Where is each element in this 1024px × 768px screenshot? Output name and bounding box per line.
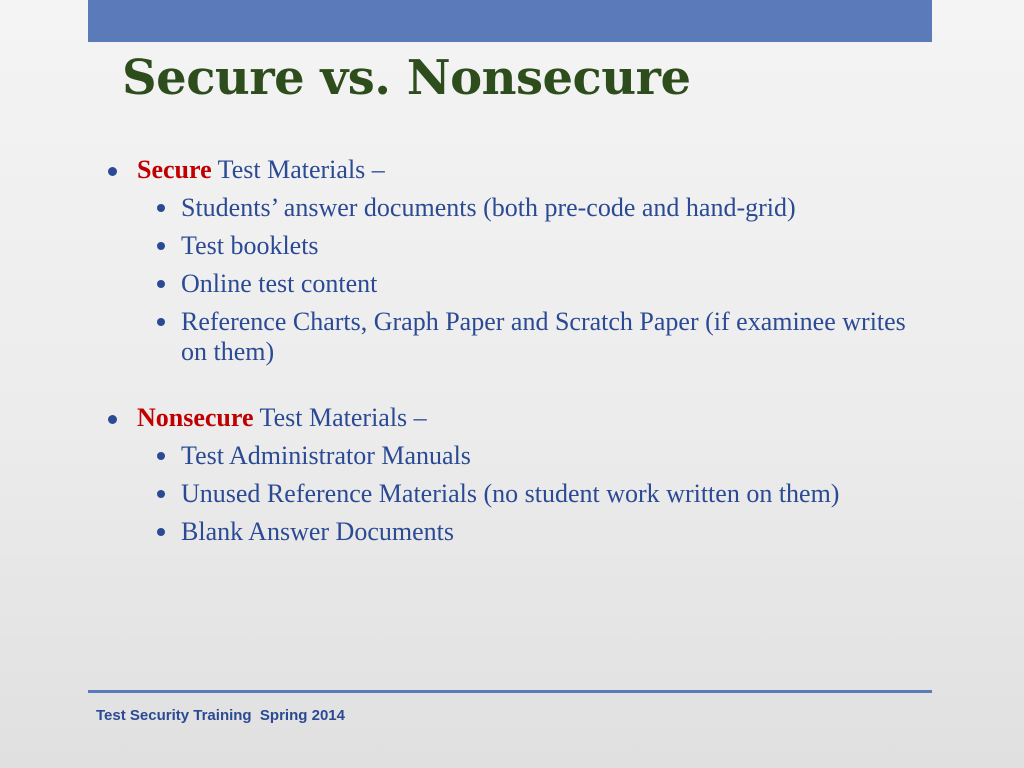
section-secure xyxy=(100,155,920,367)
bullet-icon xyxy=(157,242,165,250)
slide-title: Secure vs. Nonsecure xyxy=(122,50,691,106)
bullet-icon xyxy=(157,452,165,460)
nonsecure-heading-keyword: Nonsecure xyxy=(137,403,254,432)
bullet-icon xyxy=(157,280,165,288)
list-item-text: Online test content xyxy=(181,269,378,298)
bullet-icon xyxy=(108,415,117,424)
list-item xyxy=(137,231,920,261)
list-item-text: Reference Charts, Graph Paper and Scratch Paper (if examinee writes on them) xyxy=(181,307,906,366)
bullet-icon xyxy=(157,528,165,536)
bullet-icon xyxy=(157,490,165,498)
bullet-icon xyxy=(108,167,117,176)
bullet-icon xyxy=(157,318,165,326)
list-item xyxy=(137,517,920,547)
list-item xyxy=(137,193,920,223)
list-item-text: Blank Answer Documents xyxy=(181,517,454,546)
footer-caption: Test Security Training Spring 2014 xyxy=(96,707,345,724)
footer-divider xyxy=(88,690,932,693)
list-item-text: Test Administrator Manuals xyxy=(181,441,471,470)
list-item-text: Unused Reference Materials (no student work written on them) xyxy=(181,479,840,508)
secure-heading-keyword: Secure xyxy=(137,155,212,184)
secure-heading-text: Test Materials – xyxy=(211,155,385,184)
secure-materials-list xyxy=(137,193,920,367)
top-accent-bar xyxy=(88,0,932,42)
nonsecure-heading-text: Test Materials – xyxy=(253,403,427,432)
section-nonsecure xyxy=(100,403,920,547)
list-item xyxy=(137,307,920,367)
list-item-text: Students’ answer documents (both pre-code and hand-grid) xyxy=(181,193,796,222)
list-item xyxy=(137,269,920,299)
slide-body xyxy=(100,155,920,547)
nonsecure-materials-list xyxy=(137,441,920,547)
list-item xyxy=(137,479,920,509)
bullet-icon xyxy=(157,204,165,212)
list-item-text: Test booklets xyxy=(181,231,319,260)
list-item xyxy=(137,441,920,471)
